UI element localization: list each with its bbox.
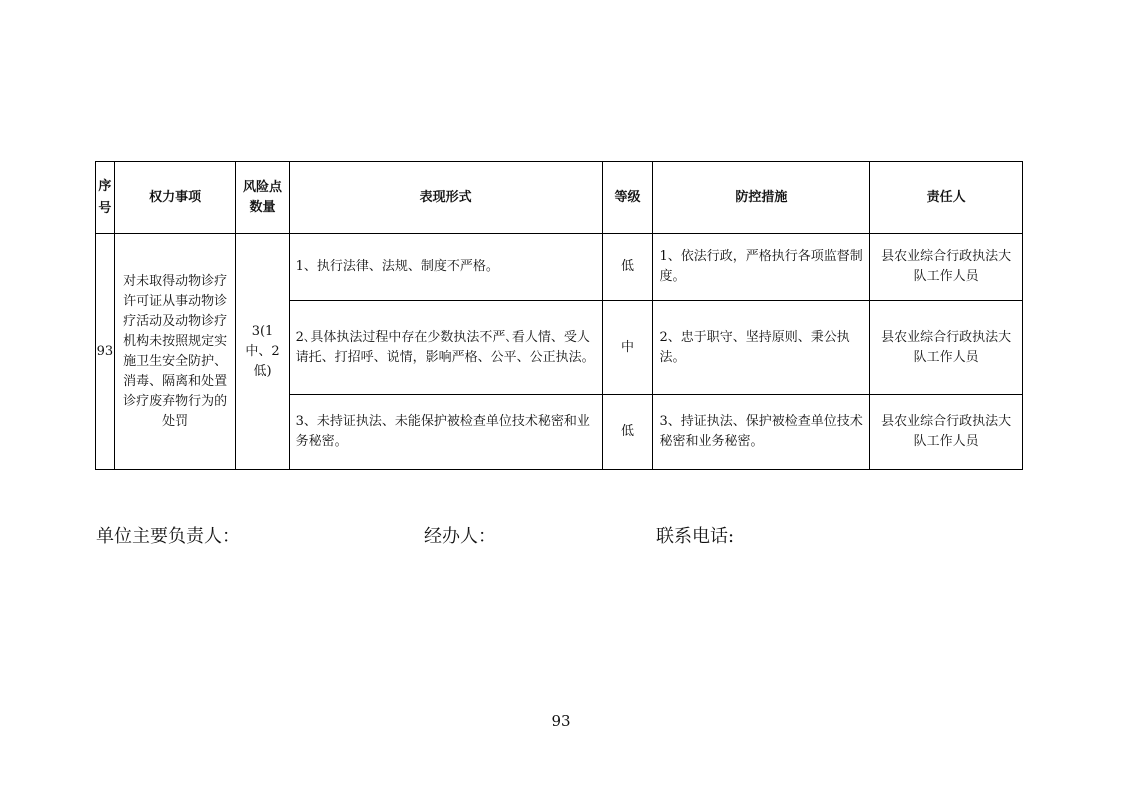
leader-signature-label: 单位主要负责人：: [96, 526, 240, 547]
page-number: 93: [551, 712, 571, 730]
table-header-row: [96, 162, 1023, 234]
header-person: 责任人: [870, 162, 1023, 234]
seq-cell: 93: [96, 234, 115, 470]
header-form: 表现形式: [289, 162, 602, 234]
handler-signature-label: 经办人：: [424, 526, 496, 547]
header-measure: 防控措施: [653, 162, 870, 234]
header-grade: 等级: [602, 162, 653, 234]
person-cell: 县农业综合行政执法大队工作人员: [870, 301, 1023, 395]
measure-cell: 1、依法行政，严格执行各项监督制度。: [653, 234, 870, 301]
grade-cell: 低: [602, 395, 653, 470]
table-row: [96, 234, 1023, 301]
form-cell: 2､具体执法过程中存在少数执法不严､看人情、受人请托、打招呼、说情，影响严格、公平、公正执法。: [289, 301, 602, 395]
grade-cell: 中: [602, 301, 653, 395]
measure-cell: 2、忠于职守、坚持原则、秉公执法。: [653, 301, 870, 395]
measure-cell: 3、持证执法、保护被检查单位技术秘密和业务秘密。: [653, 395, 870, 470]
form-cell: 1、执行法律、法规、制度不严格。: [289, 234, 602, 301]
power-item-cell: 对未取得动物诊疗许可证从事动物诊疗活动及动物诊疗机构未按照规定实施卫生安全防护、消毒、隔离和处置诊疗废弃物行为的处罚: [114, 234, 236, 470]
phone-label: 联系电话:: [656, 526, 735, 547]
risk-control-table: [95, 161, 1023, 470]
form-cell: 3、未持证执法、未能保护被检查单位技术秘密和业务秘密。: [289, 395, 602, 470]
header-seq: 序号: [96, 162, 115, 234]
header-count: 风险点数量: [236, 162, 289, 234]
grade-cell: 低: [602, 234, 653, 301]
person-cell: 县农业综合行政执法大队工作人员: [870, 395, 1023, 470]
person-cell: 县农业综合行政执法大队工作人员: [870, 234, 1023, 301]
risk-count-cell: 3(1中、2低): [236, 234, 289, 470]
header-item: 权力事项: [114, 162, 236, 234]
